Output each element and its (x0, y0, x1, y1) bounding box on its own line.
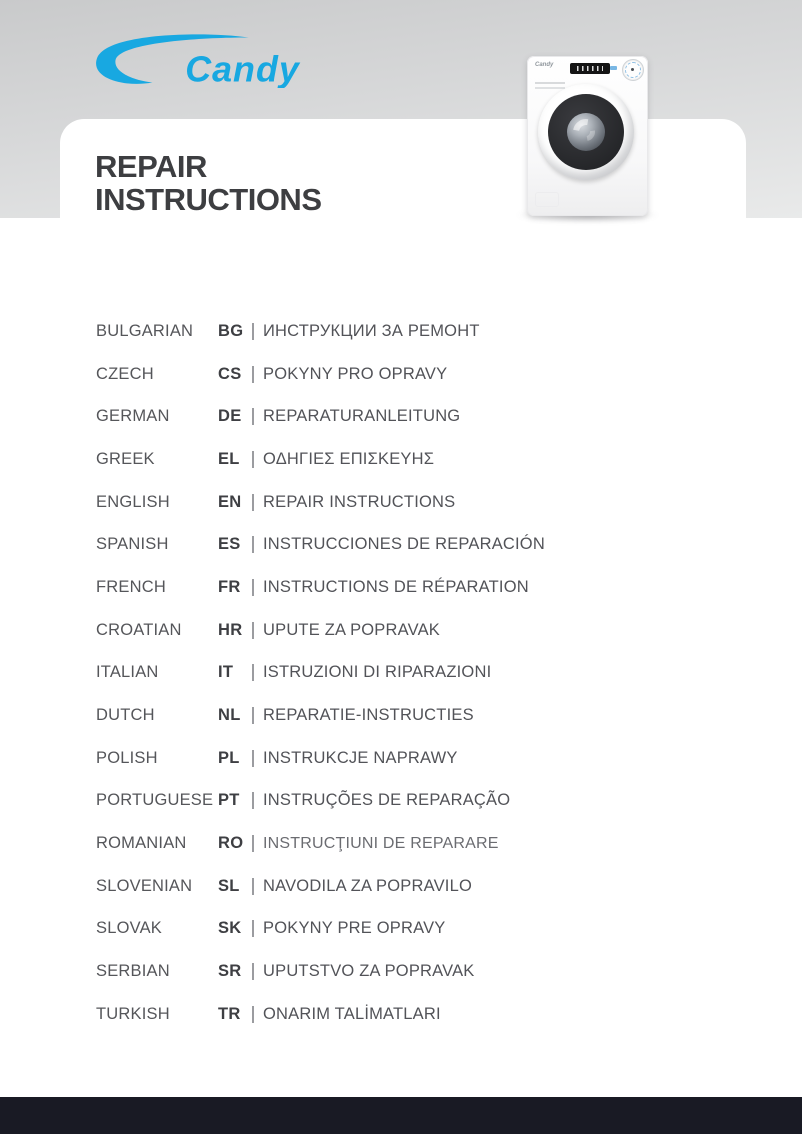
separator-bar-icon (252, 536, 254, 553)
language-name: ENGLISH (96, 492, 170, 511)
language-title: INSTRUÇÕES DE REPARAÇÃO (263, 791, 511, 810)
language-name: SLOVENIAN (96, 876, 193, 895)
language-name: CZECH (96, 364, 154, 383)
language-title: POKYNY PRO OPRAVY (263, 364, 448, 383)
separator-bar-icon (252, 920, 254, 937)
language-code: IT (218, 663, 234, 682)
separator-bar-icon (252, 494, 254, 511)
language-name: DUTCH (96, 706, 155, 725)
language-row (96, 481, 772, 524)
language-code: SK (218, 919, 242, 938)
language-row (96, 865, 772, 908)
dial-center-dot (631, 68, 634, 71)
machine-display (570, 63, 610, 74)
language-title: INSTRUKCJE NAPRAWY (263, 748, 458, 767)
language-title: REPARATIE-INSTRUCTIES (263, 706, 474, 725)
language-name: CROATIAN (96, 620, 182, 639)
machine-program-labels (535, 82, 565, 89)
language-code: RO (218, 834, 244, 853)
language-title: NAVODILA ZA POPRAVILO (263, 876, 472, 895)
separator-bar-icon (252, 878, 254, 895)
language-code: SR (218, 962, 242, 981)
language-code: SL (218, 876, 240, 895)
separator-bar-icon (252, 707, 254, 724)
machine-door (538, 84, 634, 180)
machine-control-panel (533, 61, 643, 79)
language-name: PORTUGUESE (96, 791, 214, 810)
language-row (96, 566, 772, 609)
language-row (96, 908, 772, 951)
footer-bar (0, 1097, 802, 1134)
language-row (96, 780, 772, 823)
language-code: EL (218, 449, 240, 468)
language-row (96, 993, 772, 1036)
separator-bar-icon (252, 366, 254, 383)
machine-brand-label: Candy (535, 62, 554, 68)
machine-body (527, 56, 648, 216)
language-name: ROMANIAN (96, 834, 187, 853)
candy-logo-text: Candy (185, 49, 300, 88)
language-name: FRENCH (96, 577, 166, 596)
language-title: ΟΔΗΓΙΕΣ ΕΠΙΣΚΕΥΗΣ (263, 449, 435, 468)
language-name: POLISH (96, 748, 158, 767)
language-name: SPANISH (96, 535, 169, 554)
washing-machine-image (527, 56, 648, 216)
machine-detergent-drawer (535, 192, 559, 207)
language-row (96, 353, 772, 396)
language-code: FR (218, 577, 241, 596)
separator-bar-icon (252, 451, 254, 468)
language-name: SERBIAN (96, 962, 170, 981)
language-row (96, 694, 772, 737)
language-code: TR (218, 1004, 241, 1023)
language-row (96, 395, 772, 438)
language-title: UPUTE ZA POPRAVAK (263, 620, 440, 639)
language-row (96, 609, 772, 652)
page-title-line2: INSTRUCTIONS (95, 182, 322, 217)
language-code: EN (218, 492, 242, 511)
language-title: INSTRUCCIONES DE REPARACIÓN (263, 535, 545, 554)
page-title (95, 150, 322, 216)
language-name: GERMAN (96, 407, 170, 426)
language-code: PL (218, 748, 240, 767)
language-title: ISTRUZIONI DI RIPARAZIONI (263, 663, 492, 682)
language-code: NL (218, 706, 241, 725)
language-row (96, 310, 772, 353)
separator-bar-icon (252, 408, 254, 425)
language-row (96, 822, 772, 865)
separator-bar-icon (252, 622, 254, 639)
language-row (96, 652, 772, 695)
language-code: HR (218, 620, 243, 639)
language-row (96, 737, 772, 780)
separator-bar-icon (252, 664, 254, 681)
language-code: ES (218, 535, 241, 554)
separator-bar-icon (252, 835, 254, 852)
language-code: BG (218, 321, 244, 340)
language-title: INSTRUCTIONS DE RÉPARATION (263, 577, 529, 596)
machine-wifi-mark (610, 66, 617, 70)
separator-bar-icon (252, 963, 254, 980)
language-title: REPARATURANLEITUNG (263, 407, 461, 426)
language-name: GREEK (96, 449, 155, 468)
language-title: ИНСТРУКЦИИ ЗА РЕМОНТ (263, 321, 480, 340)
separator-bar-icon (252, 792, 254, 809)
language-title: POKYNY PRE OPRAVY (263, 919, 446, 938)
machine-door-glass (567, 113, 605, 151)
language-code: PT (218, 791, 240, 810)
separator-bar-icon (252, 1006, 254, 1023)
separator-bar-icon (252, 579, 254, 596)
language-row (96, 523, 772, 566)
language-title: INSTRUCŢIUNI DE REPARARE (263, 834, 499, 852)
language-name: BULGARIAN (96, 321, 194, 340)
page-title-line1: REPAIR (95, 149, 207, 184)
language-list (96, 310, 772, 1036)
separator-bar-icon (252, 750, 254, 767)
language-title: UPUTSTVO ZA POPRAVAK (263, 962, 475, 981)
machine-door-ring (548, 94, 624, 170)
candy-logo (93, 30, 303, 88)
language-row (96, 950, 772, 993)
language-code: CS (218, 364, 242, 383)
separator-bar-icon (252, 323, 254, 340)
language-name: TURKISH (96, 1004, 170, 1023)
language-name: ITALIAN (96, 663, 159, 682)
language-row (96, 438, 772, 481)
machine-dial-knob (623, 60, 643, 80)
language-code: DE (218, 407, 242, 426)
language-title: REPAIR INSTRUCTIONS (263, 492, 456, 511)
language-title: ONARIM TALİMATLARI (263, 1004, 441, 1023)
language-name: SLOVAK (96, 919, 163, 938)
